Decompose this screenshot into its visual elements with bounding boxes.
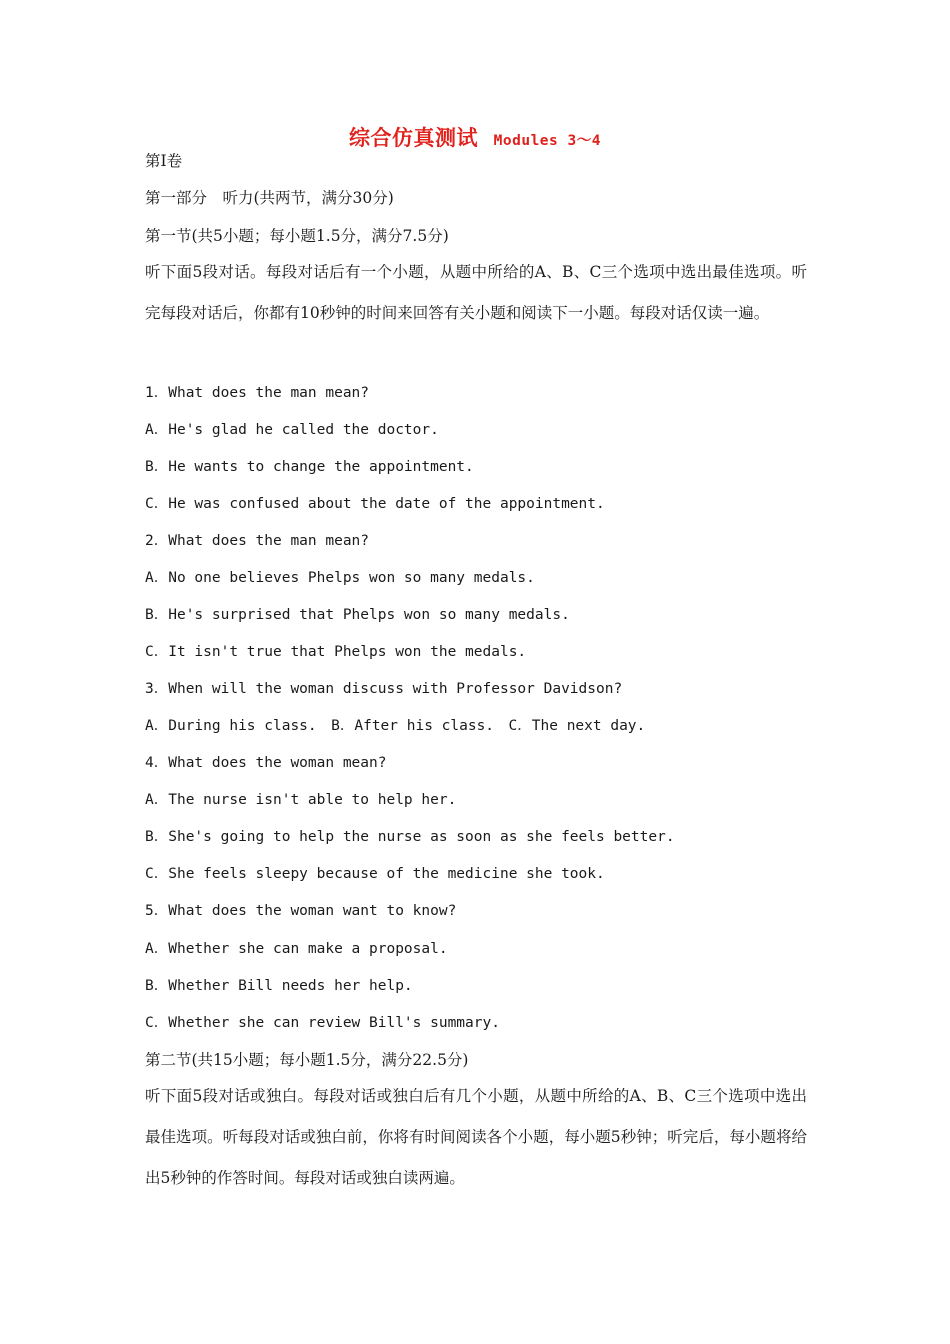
title-modules: Modules 3～4 [493, 133, 601, 149]
question-2-option-b: B．He's surprised that Phelps won so many medals. [145, 607, 570, 623]
page-title [0, 122, 950, 152]
section1-instructions: 听下面5段对话。每段对话后有一个小题，从题中所给的A、B、C三个选项中选出最佳选项。听完每段对话后，你都有10秒钟的时间来回答有关小题和阅读下一小题。每段对话仅读一遍。 [145, 263, 807, 322]
question-1-option-c: C．He was confused about the date of the appointment. [145, 496, 605, 512]
question-3-options: A．During his class. B．After his class. C．The next day. [145, 718, 646, 734]
question-5-option-b: B．Whether Bill needs her help. [145, 978, 413, 994]
question-1-option-a: A．He's glad he called the doctor. [145, 422, 439, 438]
question-4-option-c: C．She feels sleepy because of the medicine she took. [145, 866, 605, 882]
question-1-stem: 1．What does the man mean? [145, 385, 370, 401]
question-2-stem: 2．What does the man mean? [145, 533, 370, 549]
question-4-option-a: A．The nurse isn't able to help her. [145, 792, 457, 808]
question-5-option-c: C．Whether she can review Bill's summary. [145, 1015, 500, 1031]
section1-heading: 第一节(共5小题；每小题1.5分，满分7.5分) [145, 227, 449, 245]
question-5-option-a: A．Whether she can make a proposal. [145, 941, 448, 957]
question-5-stem: 5．What does the woman want to know? [145, 903, 457, 919]
title-chinese: 综合仿真测试 [349, 125, 479, 150]
question-3-stem: 3．When will the woman discuss with Professor Davidson? [145, 681, 623, 697]
question-4-option-b: B．She's going to help the nurse as soon as she feels better. [145, 829, 675, 845]
question-2-option-a: A．No one believes Phelps won so many medals. [145, 570, 535, 586]
volume-label: 第Ⅰ卷 [145, 152, 183, 170]
part1-heading: 第一部分 听力(共两节，满分30分) [145, 189, 394, 207]
question-4-stem: 4．What does the woman mean? [145, 755, 387, 771]
question-1-option-b: B．He wants to change the appointment. [145, 459, 474, 475]
section2-heading: 第二节(共15小题；每小题1.5分，满分22.5分) [145, 1051, 469, 1069]
question-2-option-c: C．It isn't true that Phelps won the medals. [145, 644, 527, 660]
section2-instructions: 听下面5段对话或独白。每段对话或独白后有几个小题，从题中所给的A、B、C三个选项中选出最佳选项。听每段对话或独白前，你将有时间阅读各个小题，每小题5秒钟；听完后，每小题将给出5秒钟的作答时间。每段对话或独白读两遍。 [145, 1087, 807, 1187]
